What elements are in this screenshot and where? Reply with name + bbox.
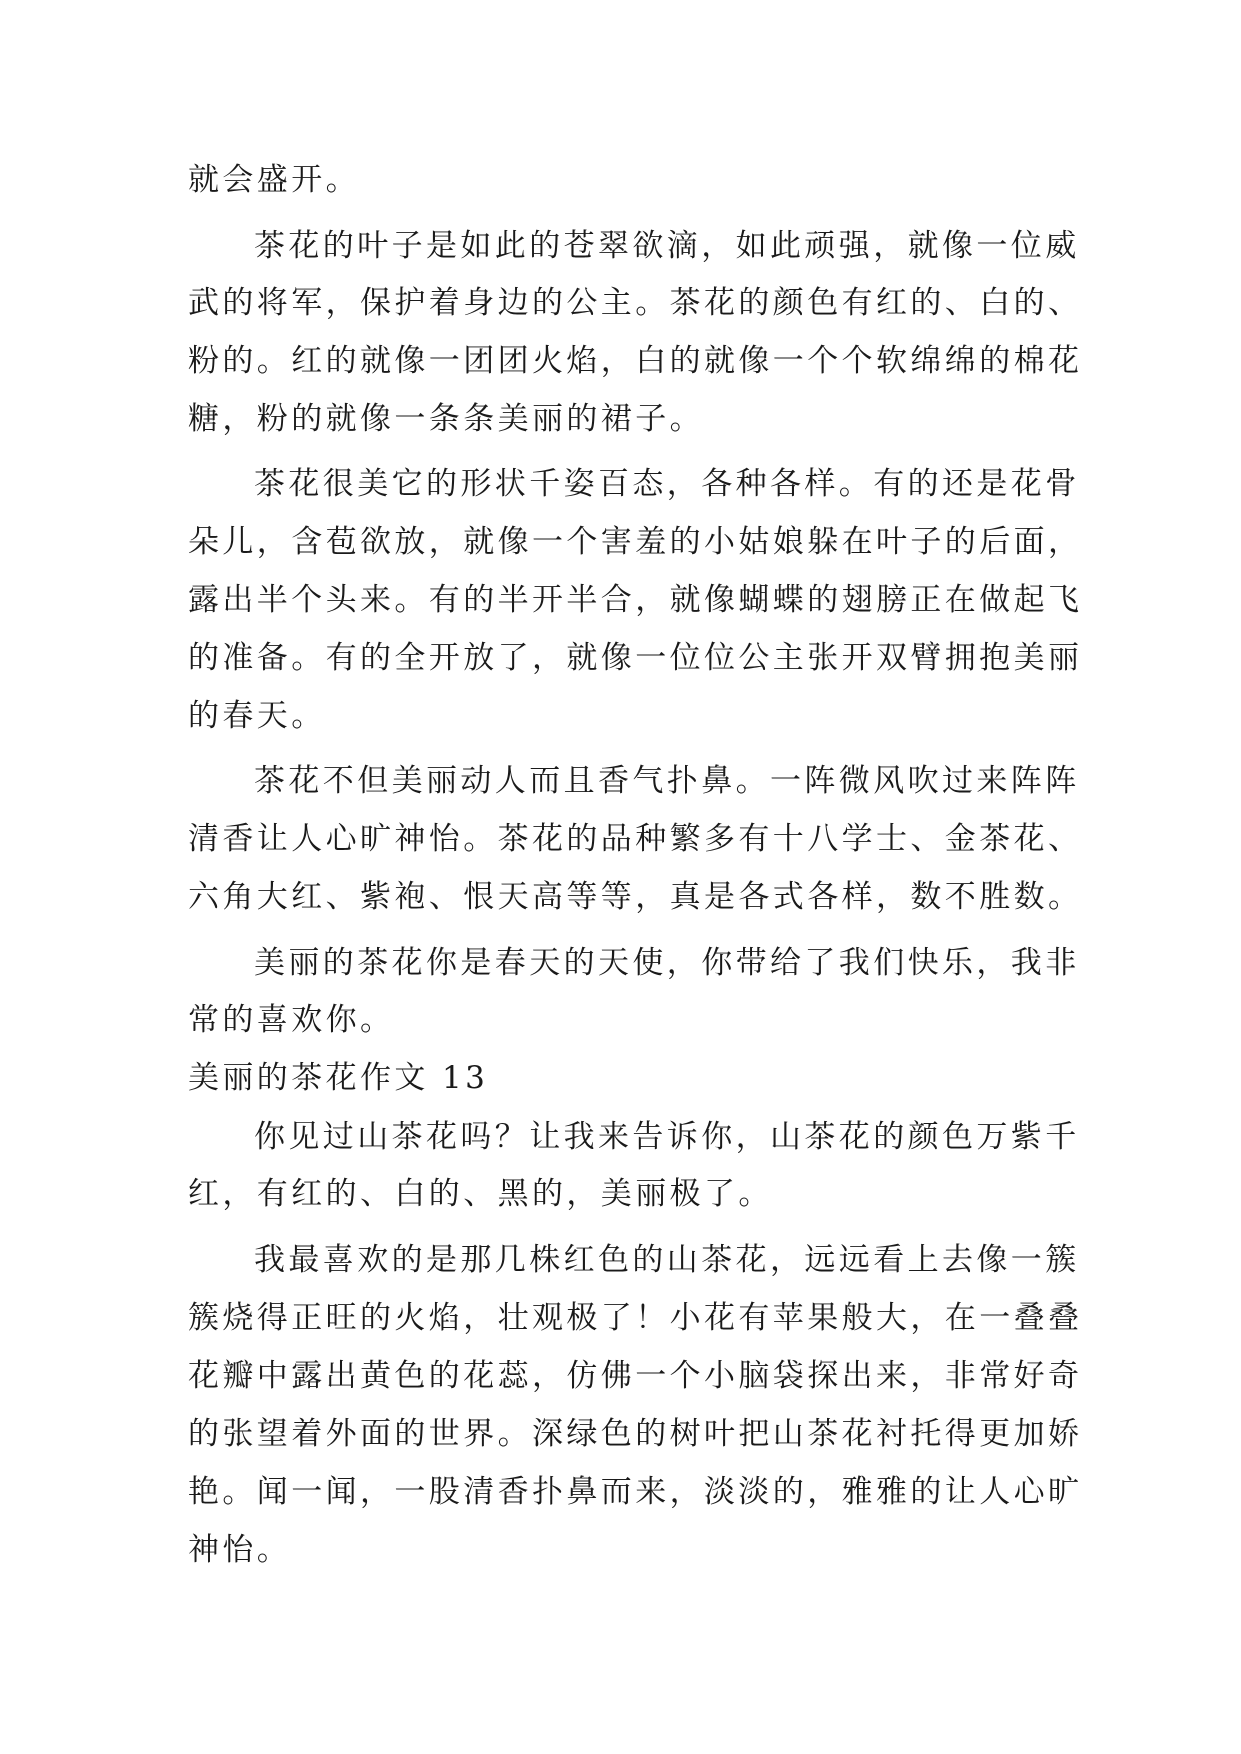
text-line: 的张望着外面的世界。深绿色的树叶把山茶花衬托得更加娇 <box>188 1416 1083 1452</box>
section-heading: 美丽的茶花作文 13 <box>188 1060 489 1096</box>
text-line: 神怡。 <box>188 1532 292 1568</box>
text-line: 簇烧得正旺的火焰，壮观极了！小花有苹果般大，在一叠叠 <box>188 1300 1083 1336</box>
text-line: 露出半个头来。有的半开半合，就像蝴蝶的翅膀正在做起飞 <box>188 582 1083 618</box>
paragraph-first-line: 你见过山茶花吗？让我来告诉你，山茶花的颜色万紫千 <box>254 1119 1080 1155</box>
text-line: 粉的。红的就像一团团火焰，白的就像一个个软绵绵的棉花 <box>188 343 1083 379</box>
text-line: 红，有红的、白的、黑的，美丽极了。 <box>188 1176 773 1212</box>
text-line: 糖，粉的就像一条条美丽的裙子。 <box>188 401 704 437</box>
paragraph-first-line: 茶花的叶子是如此的苍翠欲滴，如此顽强，就像一位威 <box>254 228 1080 264</box>
text-line: 就会盛开。 <box>188 162 360 198</box>
text-line: 花瓣中露出黄色的花蕊，仿佛一个小脑袋探出来，非常好奇 <box>188 1358 1083 1394</box>
text-line: 六角大红、紫袍、恨天高等等，真是各式各样，数不胜数。 <box>188 879 1083 915</box>
paragraph-first-line: 我最喜欢的是那几株红色的山茶花，远远看上去像一簇 <box>254 1242 1080 1278</box>
text-line: 清香让人心旷神怡。茶花的品种繁多有十八学士、金茶花、 <box>188 821 1083 857</box>
text-line: 的春天。 <box>188 698 326 734</box>
text-line: 常的喜欢你。 <box>188 1002 395 1038</box>
text-line: 的准备。有的全开放了，就像一位位公主张开双臂拥抱美丽 <box>188 640 1083 676</box>
text-line: 朵儿，含苞欲放，就像一个害羞的小姑娘躲在叶子的后面， <box>188 524 1083 560</box>
text-line: 艳。闻一闻，一股清香扑鼻而来，淡淡的，雅雅的让人心旷 <box>188 1474 1083 1510</box>
text-line: 武的将军，保护着身边的公主。茶花的颜色有红的、白的、 <box>188 285 1083 321</box>
paragraph-first-line: 茶花不但美丽动人而且香气扑鼻。一阵微风吹过来阵阵 <box>254 763 1080 799</box>
paragraph-first-line: 茶花很美它的形状千姿百态，各种各样。有的还是花骨 <box>254 466 1080 502</box>
paragraph-first-line: 美丽的茶花你是春天的天使，你带给了我们快乐，我非 <box>254 945 1080 981</box>
